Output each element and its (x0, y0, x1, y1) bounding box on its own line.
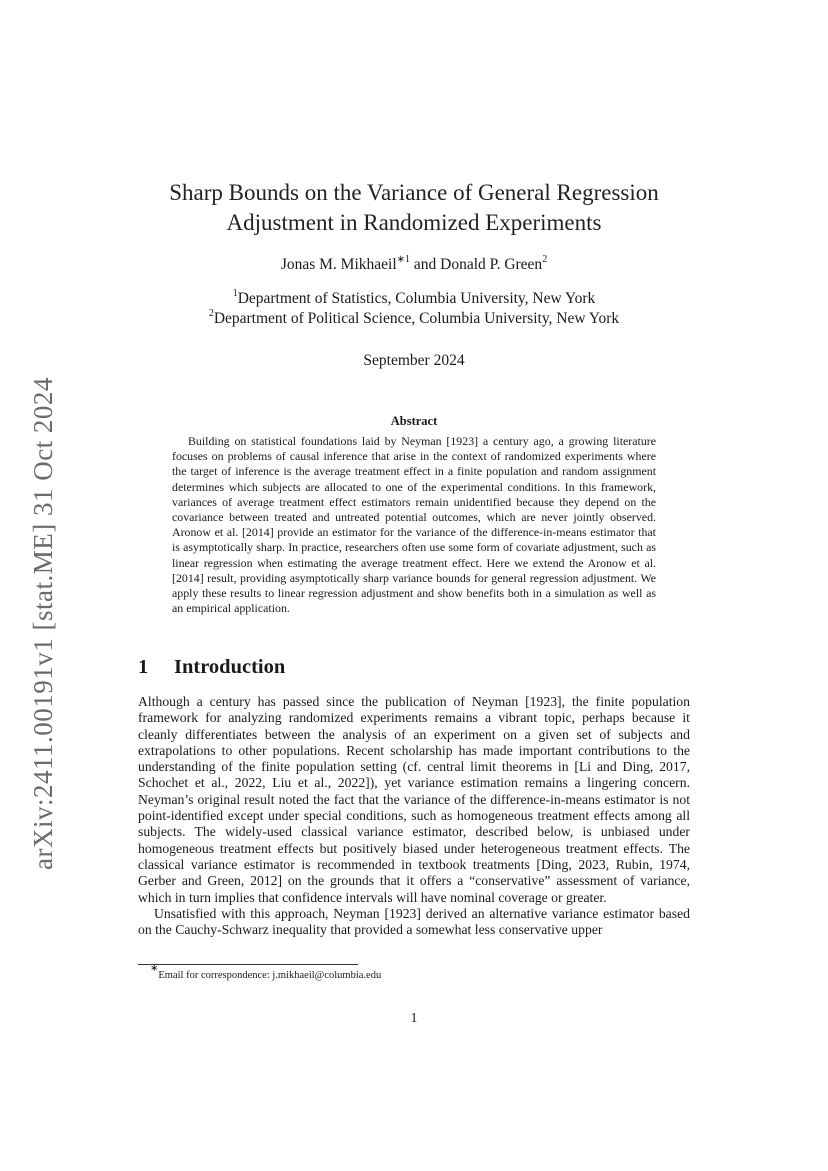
body-paragraph-2: Unsatisfied with this approach, Neyman [1923] derived an alternative variance estimator based on the Cauchy-Schwarz inequality that provided a somewhat less conservative upper (138, 905, 690, 938)
abstract-heading: Abstract (390, 414, 438, 428)
affiliations (100, 289, 728, 329)
author-1-name: Jonas M. Mikhaeil (280, 256, 397, 273)
paper-title-line-1: Sharp Bounds on the Variance of General Regression (169, 180, 659, 205)
affiliation-2 (100, 309, 728, 329)
abstract-body (172, 434, 656, 616)
body-paragraph-1: Although a century has passed since the publication of Neyman [1923], the finite population framework for analyzing randomized experiments remains a vibrant topic, perhaps because it cleanly differentiates between the analysis of an experiment on a given set of subjects and extrapolations to other populations. Recent scholarship has made important contributions to the understanding of the finite population setting (cf. central limit theorems in [Li and Ding, 2017, Schochet et al., 2022, Liu et al., 2022]), yet variance estimation remains a lingering concern. Neyman’s original result noted the fact that the variance of the difference-in-means estimator is not point-identified except under special conditions, such as homogeneous treatment effects among all subjects. The widely-used classical variance estimator, described below, is unbiased under homogeneous treatment effects but positively biased under heterogeneous treatment effects. The classical variance estimator is recommended in textbook treatments [Ding, 2023, Rubin, 1974, Gerber and Green, 2012] on the grounds that it offers a “conservative” assessment of variance, which in turn implies that confidence intervals will have nominal coverage or greater. (138, 694, 690, 905)
footnote-divider (138, 964, 358, 965)
affiliation-1-mark: 1 (232, 288, 238, 299)
section-title: Introduction (174, 656, 286, 678)
page-number: 1 (410, 1010, 418, 1025)
introduction-body (138, 694, 690, 938)
affiliation-1 (100, 289, 728, 309)
affiliation-1-text: Department of Statistics, Columbia University, New York (237, 290, 596, 307)
footnote (150, 963, 382, 981)
abstract-text: Building on statistical foundations laid by Neyman [1923] a century ago, a growing literature focuses on problems of causal inference that arise in the context of randomized experiments where the target of inference is the average treatment effect in a finite population and random assignment determines which subjects are allocated to one of the experimental conditions. In this framework, variances of average treatment effect estimators remain unidentified because they depend on the covariance between treated and untreated potential outcomes, which are never jointly observed. Aronow et al. [2014] provide an estimator for the variance of the difference-in-means estimator that is asymptotically sharp. In practice, researchers often use some form of covariate adjustment, such as linear regression when estimating the average treatment effect. Here we extend the Aronow et al. [2014] result, providing asymptotically sharp variance bounds for general regression adjustment. We apply these results to linear regression adjustment and show benefits both in a simulation as well as an empirical application. (172, 434, 656, 616)
footnote-mark: ∗ (150, 963, 159, 974)
author-2-marks: 2 (542, 254, 548, 265)
footnote-text: Email for correspondence: j.mikhaeil@columbia.edu (158, 970, 382, 981)
paper-title (100, 178, 728, 238)
affiliation-2-mark: 2 (208, 308, 214, 319)
arxiv-identifier-stamp: arXiv:2411.00191v1 [stat.ME] 31 Oct 2024 (28, 377, 58, 870)
affiliation-2-text: Department of Political Science, Columbia University, New York (213, 310, 620, 327)
section-number: 1 (138, 656, 149, 678)
author-conjunction: and (410, 256, 441, 273)
section-heading (138, 656, 285, 679)
paper-title-line-2: Adjustment in Randomized Experiments (226, 210, 602, 235)
publication-date: September 2024 (363, 352, 465, 369)
author-2-name: Donald P. Green (440, 256, 543, 273)
author-1-marks: ∗1 (396, 254, 411, 265)
author-list (100, 256, 728, 274)
